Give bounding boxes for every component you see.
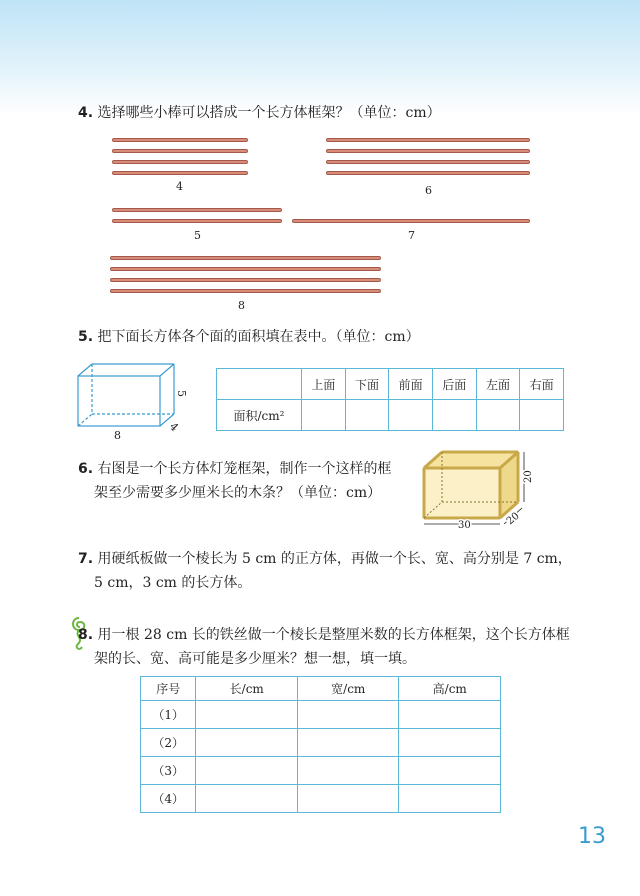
table-header: 下面 <box>345 369 389 400</box>
question-7-cont <box>94 570 251 596</box>
frame-height-label: 20 <box>523 470 534 483</box>
table-header: 宽/cm <box>297 677 399 701</box>
answer-cell[interactable] <box>297 729 399 757</box>
stick <box>326 160 530 164</box>
stick-label: 5 <box>194 229 201 242</box>
question-7-line1: 用硬纸板做一个棱长为 5 cm 的正方体，再做一个长、宽、高分别是 7 cm， <box>97 551 572 567</box>
question-7-number: 7. <box>78 551 94 567</box>
answer-cell[interactable] <box>520 400 564 431</box>
question-8-cont <box>94 646 416 672</box>
lantern-frame-diagram <box>414 446 536 534</box>
table-header: 右面 <box>520 369 564 400</box>
answer-cell[interactable] <box>399 785 501 813</box>
table-corner <box>217 369 302 400</box>
table-header: 长/cm <box>196 677 298 701</box>
stick <box>112 149 248 153</box>
question-8 <box>78 622 570 648</box>
stick <box>110 267 381 271</box>
table-header: 上面 <box>302 369 346 400</box>
table-row-label: （1） <box>141 701 196 729</box>
answer-cell[interactable] <box>297 701 399 729</box>
stick <box>110 256 381 260</box>
cuboid-width-label: 4 <box>166 419 182 435</box>
table-header: 前面 <box>389 369 433 400</box>
table-row-label: （3） <box>141 757 196 785</box>
stick <box>326 138 530 142</box>
frame-width-label: 20 <box>504 510 522 528</box>
area-table <box>216 368 564 431</box>
table-row-label: 面积/cm² <box>217 400 302 431</box>
question-8-line2: 架的长、宽、高可能是多少厘米？想一想，填一填。 <box>94 651 416 667</box>
question-6-number: 6. <box>78 461 94 477</box>
stick <box>326 171 530 175</box>
page-number: 13 <box>578 824 606 849</box>
stick-label: 4 <box>176 180 183 193</box>
frame-length-label: 30 <box>458 520 471 531</box>
question-4-text: 选择哪些小棒可以搭成一个长方体框架？（单位：cm） <box>97 105 441 121</box>
answer-cell[interactable] <box>432 400 476 431</box>
stick <box>292 219 530 223</box>
header-band <box>0 0 640 115</box>
question-6 <box>78 456 392 482</box>
stick-label: 7 <box>408 229 415 242</box>
question-8-line1: 用一根 28 cm 长的铁丝做一个棱长是整厘米数的长方体框架，这个长方体框 <box>97 627 570 643</box>
stick <box>110 289 381 293</box>
question-7-line2: 5 cm，3 cm 的长方体。 <box>94 575 252 591</box>
question-4 <box>78 100 441 126</box>
cuboid-height-label: 5 <box>175 390 188 397</box>
cuboid-diagram <box>70 358 190 442</box>
stick <box>112 160 248 164</box>
question-7 <box>78 546 572 572</box>
answer-cell[interactable] <box>399 701 501 729</box>
answer-cell[interactable] <box>196 757 298 785</box>
answer-cell[interactable] <box>399 757 501 785</box>
table-header: 高/cm <box>399 677 501 701</box>
answer-cell[interactable] <box>297 757 399 785</box>
table-row-label: （2） <box>141 729 196 757</box>
table-header: 序号 <box>141 677 196 701</box>
answer-cell[interactable] <box>345 400 389 431</box>
question-5 <box>78 324 420 350</box>
table-row-label: （4） <box>141 785 196 813</box>
cuboid-length-label: 8 <box>114 429 121 442</box>
answer-cell[interactable] <box>302 400 346 431</box>
answer-cell[interactable] <box>476 400 520 431</box>
stick <box>326 149 530 153</box>
answer-cell[interactable] <box>399 729 501 757</box>
stick <box>112 171 248 175</box>
answer-cell[interactable] <box>196 701 298 729</box>
question-6-cont <box>94 480 381 506</box>
question-4-number: 4. <box>78 105 94 121</box>
question-6-line2: 架至少需要多少厘米长的木条？（单位：cm） <box>94 485 382 501</box>
answer-cell[interactable] <box>389 400 433 431</box>
question-6-line1: 右图是一个长方体灯笼框架，制作一个这样的框 <box>97 461 392 477</box>
table-header: 后面 <box>432 369 476 400</box>
stick <box>112 138 248 142</box>
stick <box>110 278 381 282</box>
stick-label: 6 <box>425 184 432 197</box>
question-8-number: 8. <box>78 627 94 643</box>
stick <box>112 219 282 223</box>
answer-cell[interactable] <box>196 729 298 757</box>
answer-cell[interactable] <box>297 785 399 813</box>
dimensions-table <box>140 676 501 813</box>
table-header: 左面 <box>476 369 520 400</box>
stick-label: 8 <box>238 299 245 312</box>
question-5-text: 把下面长方体各个面的面积填在表中。（单位：cm） <box>97 329 420 345</box>
stick <box>112 208 282 212</box>
answer-cell[interactable] <box>196 785 298 813</box>
question-5-number: 5. <box>78 329 94 345</box>
